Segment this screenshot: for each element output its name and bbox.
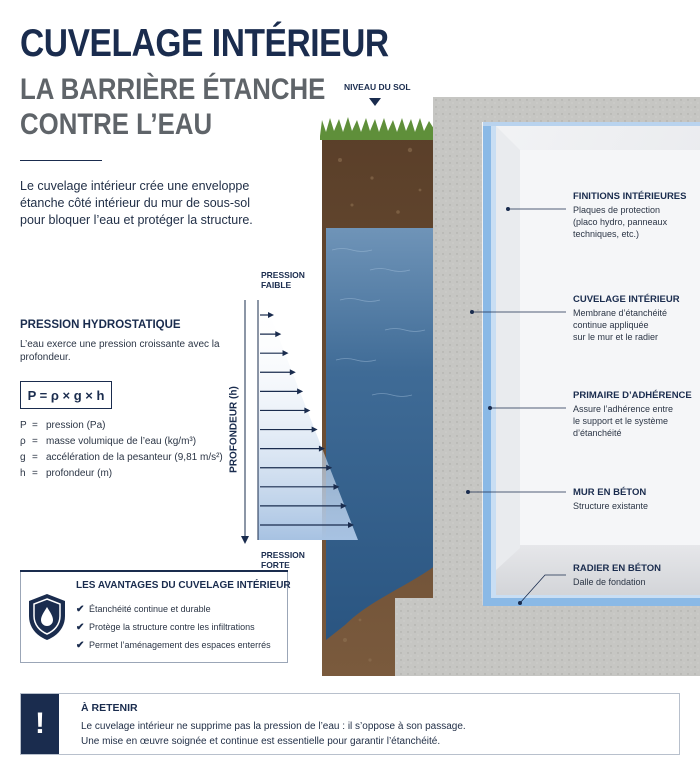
key-takeaway-box [20,693,680,755]
callout-text: Assure l’adhérence entre le support et le système d’étanchéité [573,404,674,438]
advantage-item: ✔ Protège la structure contre les infiltrations [76,621,255,633]
legend-row: P = pression (Pa) [20,420,106,431]
pressure-low-line-2: FAIBLE [261,280,292,290]
pressure-formula: P = ρ × g × h [20,381,112,409]
depth-axis-label: PROFONDEUR (h) [228,386,240,473]
ground-level-arrow [369,98,381,106]
subtitle-line-2: CONTRE L’EAU [20,108,213,141]
callout-title: RADIER EN BÉTON [573,563,661,574]
callout-primaire [573,390,693,439]
grass-strip [320,117,436,140]
advantage-item: ✔ Permet l’aménagement des espaces enterrés [76,639,271,651]
advantages-title: LES AVANTAGES DU CUVELAGE INTÉRIEUR [76,580,291,591]
hydrostatic-title: PRESSION HYDROSTATIQUE [20,319,181,331]
callout-mur [573,487,693,512]
callout-text: Plaques de protection (placo hydro, panneaux techniques, etc.) [573,205,668,239]
pressure-low-line-1: PRESSION [261,270,305,280]
advantage-item: ✔ Étanchéité continue et durable [76,603,211,615]
pressure-arrow-head [275,331,281,337]
legend-row: h = profondeur (m) [20,468,113,479]
check-icon: ✔ [76,639,85,651]
page-title: CUVELAGE INTÉRIEUR [20,22,389,65]
legend-row: ρ = masse volumique de l’eau (kg/m³) [20,436,197,447]
check-icon: ✔ [76,621,85,633]
hydrostatic-description: L’eau exerce une pression croissante avec la profondeur. [20,339,220,363]
pressure-low-label [261,270,305,290]
legend-row: g = accélération de la pesanteur (9,81 m/s²) [20,452,223,463]
intro-text: Le cuvelage intérieur crée une enveloppe étanche côté intérieur du mur de sous-sol pour bloquer l’eau et protéger la structure. [20,179,253,227]
shield-drop-icon [26,592,68,647]
callout-radier [573,563,693,588]
exclamation-icon: ! [21,694,59,754]
ground-level-label: NIVEAU DU SOL [344,82,411,92]
check-icon: ✔ [76,603,85,615]
callout-cuvelage [573,294,693,343]
callout-title: MUR EN BÉTON [573,487,647,498]
pressure-high-label [261,550,305,570]
callout-finitions [573,191,693,240]
callout-title: CUVELAGE INTÉRIEUR [573,294,680,305]
callout-text: Membrane d’étanchéité continue appliquée sur le mur et le radier [573,308,668,342]
callout-text: Structure existante [573,501,649,511]
pressure-arrow-head [268,312,274,318]
pressure-high-line-1: PRESSION [261,550,305,560]
callout-title: FINITIONS INTÉRIEURES [573,191,687,202]
formula-legend [20,418,223,482]
advantages-top-rule [20,570,288,572]
key-takeaway-title: À RETENIR [81,702,138,714]
callout-title: PRIMAIRE D’ADHÉRENCE [573,390,692,401]
key-takeaway-text: Le cuvelage intérieur ne supprime pas la pression de l’eau : il s’oppose à son passage. Une mise en œuvre soignée et continue est essentielle pour garantir l’étanchéité. [81,721,466,747]
callout-text: Dalle de fondation [573,577,646,587]
pressure-high-line-2: FORTE [261,560,290,570]
advantages-list [76,600,271,654]
subtitle-line-1: LA BARRIÈRE ÉTANCHE [20,73,326,106]
